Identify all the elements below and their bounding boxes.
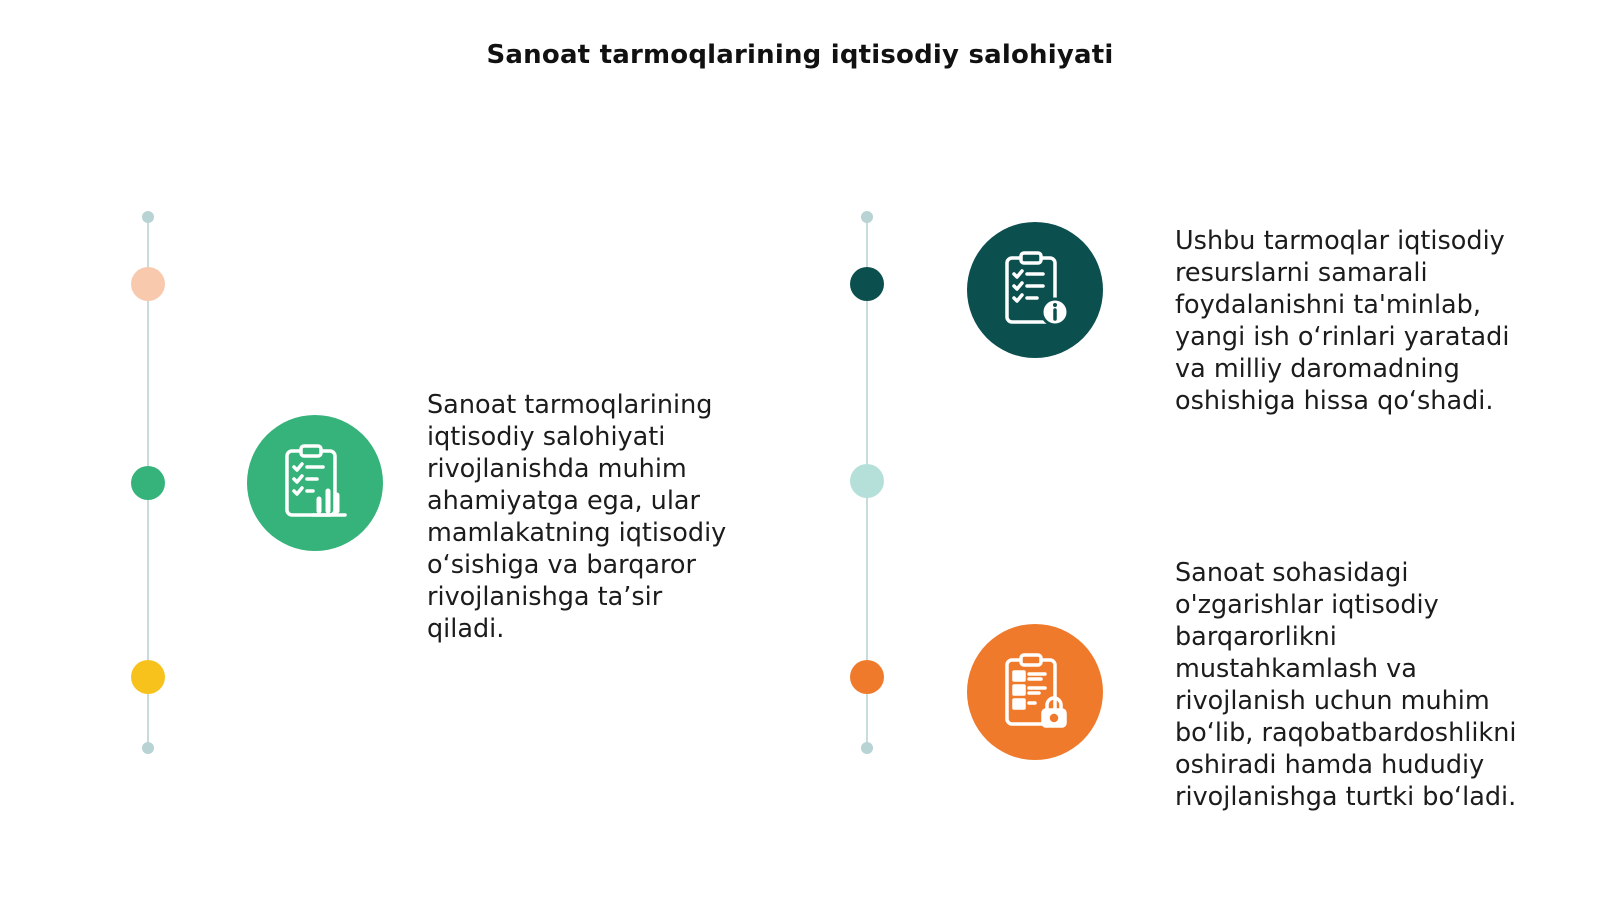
timeline-cap-bottom [142, 742, 154, 754]
item-text-2: Ushbu tarmoqlar iqtisodiy resurslarni samarali foydalanishni ta'minlab, yangi ish o‘rinlari yaratadi va milliy daromadning oshishiga hissa qo‘shadi. [1175, 226, 1510, 416]
timeline-cap-bottom [861, 742, 873, 754]
item-text-3: Sanoat sohasidagi o'zgarishlar iqtisodiy barqarorlikni mustahkamlash va rivojlanish uchun muhim bo‘lib, raqobatbardoshlikni oshiradi hamda hududiy rivojlanishga turtki bo‘ladi. [1175, 558, 1517, 812]
item-text-1: Sanoat tarmoqlarining iqtisodiy salohiyati rivojlanishda muhim ahamiyatga ega, ular mamlakatning iqtisodiy o‘sishiga va barqaror rivojlanishga ta’sir qiladi. [427, 390, 727, 644]
timeline-dot-green [131, 466, 165, 500]
clipboard-chart-icon [247, 415, 383, 551]
page-title: Sanoat tarmoqlarining iqtisodiy salohiyati [486, 40, 1114, 70]
timeline-cap-top [142, 211, 154, 223]
timeline-dot-peach [131, 267, 165, 301]
clipboard-info-icon [967, 222, 1103, 358]
timeline-dot-teal [850, 267, 884, 301]
timeline-dot-yellow [131, 660, 165, 694]
timeline-dot-orange [850, 660, 884, 694]
timeline-dot-mint [850, 464, 884, 498]
clipboard-lock-icon [967, 624, 1103, 760]
timeline-cap-top [861, 211, 873, 223]
